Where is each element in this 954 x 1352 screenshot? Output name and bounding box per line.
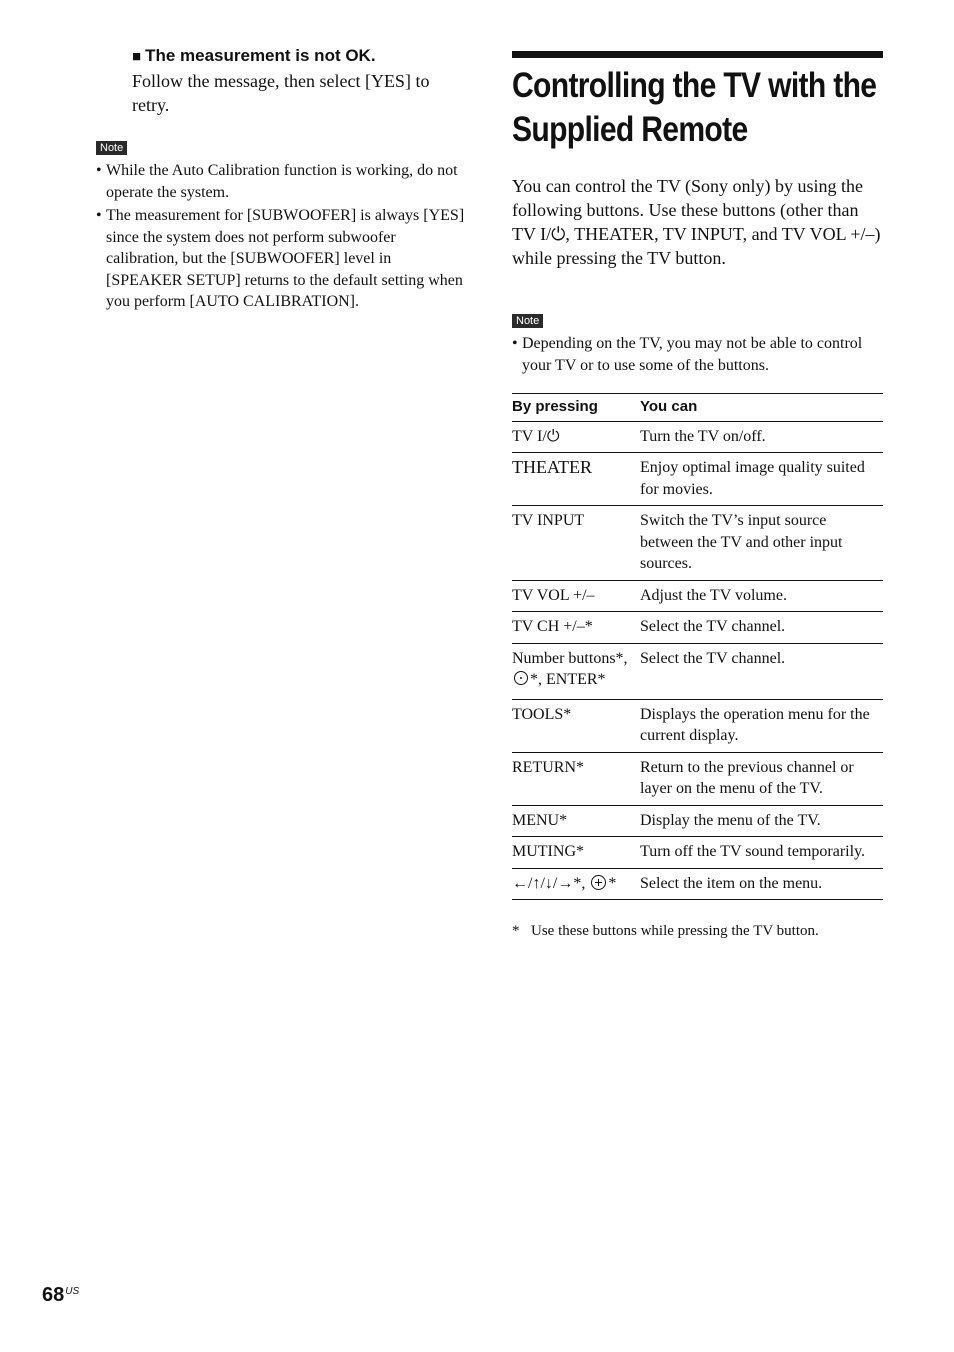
- table-row: [512, 643, 883, 699]
- action-cell: Turn off the TV sound temporarily.: [640, 837, 883, 869]
- page-number-suffix: US: [65, 1286, 80, 1297]
- table-row: [512, 421, 883, 453]
- page-title: Controlling the TV with the Supplied Remote: [512, 66, 877, 149]
- table-row: [512, 805, 883, 837]
- table-row: [512, 580, 883, 612]
- intro-paragraph: You can control the TV (Sony only) by using the following buttons. Use these buttons (other than TV I/⏻, THEATER, TV INPUT, and TV VOL +/–) while pressing the TV button.: [512, 176, 881, 268]
- action-cell: Return to the previous channel or layer on the menu of the TV.: [640, 752, 883, 805]
- button-cell: [512, 868, 640, 900]
- footnote-text: Use these buttons while pressing the TV button.: [531, 923, 819, 939]
- button-cell: TV CH +/–*: [512, 612, 640, 644]
- subheading-text: The measurement is not OK.: [145, 46, 376, 65]
- action-cell: Select the TV channel.: [640, 643, 883, 699]
- button-cell: TV I/⏻: [512, 421, 640, 453]
- button-text-post: *: [608, 874, 617, 892]
- title-rule: [512, 51, 883, 58]
- button-cell: TV INPUT: [512, 506, 640, 581]
- square-marker-icon: ■: [132, 48, 142, 65]
- note-item: • The measurement for [SUBWOOFER] is always [YES] since the system does not perform subwoofer calibration, but the [SUBWOOFER] level in [SPEAKER SETUP] returns to the default setting when you perform [AUTO CALIBRATION].: [96, 205, 466, 313]
- button-text-post: *, ENTER*: [530, 671, 606, 688]
- note-list: [512, 333, 883, 376]
- table-row: [512, 699, 883, 752]
- table-row: [512, 837, 883, 869]
- header-by-pressing: By pressing: [512, 394, 640, 422]
- footnote-mark: *: [512, 923, 520, 939]
- button-cell: RETURN*: [512, 752, 640, 805]
- button-cell: MUTING*: [512, 837, 640, 869]
- table-row: [512, 453, 883, 506]
- table-row: [512, 612, 883, 644]
- action-cell: Select the TV channel.: [640, 612, 883, 644]
- page-number: [42, 1284, 79, 1307]
- subheading: [132, 44, 466, 69]
- button-cell: [512, 643, 640, 699]
- action-cell: Displays the operation menu for the current display.: [640, 699, 883, 752]
- button-cell: TV VOL +/–: [512, 580, 640, 612]
- action-cell: Turn the TV on/off.: [640, 421, 883, 453]
- note-item: • Depending on the TV, you may not be able to control your TV or to use some of the buttons.: [512, 333, 883, 376]
- button-table: [512, 393, 883, 900]
- table-row: [512, 752, 883, 805]
- page-number-value: 68: [42, 1284, 65, 1306]
- action-cell: Enjoy optimal image quality suited for movies.: [640, 453, 883, 506]
- table-footnote: [512, 921, 883, 941]
- action-cell: Display the menu of the TV.: [640, 805, 883, 837]
- note-badge: Note: [96, 141, 127, 155]
- note-badge: Note: [512, 314, 543, 328]
- action-cell: Select the item on the menu.: [640, 868, 883, 900]
- subheading-body: Follow the message, then select [YES] to retry.: [132, 71, 430, 115]
- button-cell: TOOLS*: [512, 699, 640, 752]
- note-list: [96, 160, 466, 313]
- right-column: [512, 51, 883, 941]
- action-cell: Adjust the TV volume.: [640, 580, 883, 612]
- button-cell: MENU*: [512, 805, 640, 837]
- enter-button-icon: [591, 875, 606, 890]
- dot-button-icon: [514, 671, 528, 685]
- table-row: [512, 506, 883, 581]
- button-text-pre: Number buttons*,: [512, 649, 628, 667]
- action-cell: Switch the TV’s input source between the TV and other input sources.: [640, 506, 883, 581]
- button-cell: THEATER: [512, 453, 640, 506]
- arrow-buttons-text: ←/↑/↓/→*,: [512, 874, 586, 892]
- header-you-can: You can: [640, 394, 883, 422]
- left-column: [96, 44, 466, 315]
- table-row: [512, 868, 883, 900]
- table-header-row: [512, 394, 883, 422]
- note-item: • While the Auto Calibration function is working, do not operate the system.: [96, 160, 466, 203]
